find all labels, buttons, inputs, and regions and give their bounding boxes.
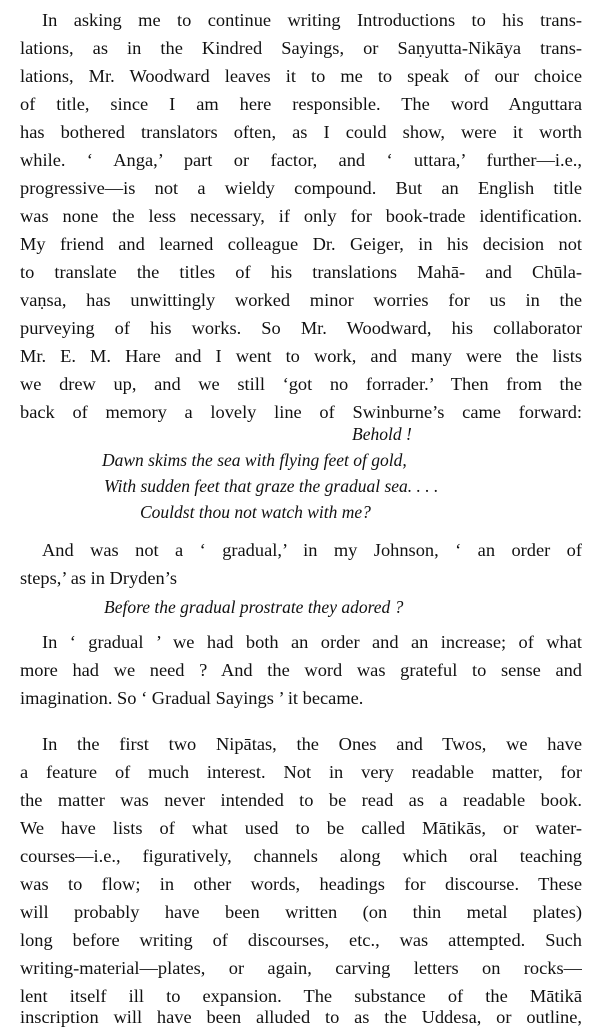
poem-line: Dawn skims the sea with flying feet of gold, — [102, 450, 407, 470]
text-line: the matter was never intended to be read as a readable book. — [20, 790, 582, 810]
poem-line: Couldst thou not watch with me? — [140, 502, 371, 522]
text-line: courses—i.e., figuratively, channels along which oral teaching — [20, 846, 582, 866]
text-line: lations, as in the Kindred Sayings, or Saṇyutta-Nikāya trans- — [20, 38, 582, 58]
text-line: has bothered translators often, as I could show, were it worth — [20, 122, 582, 142]
text-line: In ‘ gradual ’ we had both an order and an increase; of what — [42, 632, 582, 652]
text-line: We have lists of what used to be called Mātikās, or water- — [20, 818, 582, 838]
text-line: back of memory a lovely line of Swinburne’s came forward: — [20, 402, 582, 422]
text-line: was to flow; in other words, headings for discourse. These — [20, 874, 582, 894]
text-line: purveying of his works. So Mr. Woodward, his collaborator — [20, 318, 582, 338]
text-line: lations, Mr. Woodward leaves it to me to speak of our choice — [20, 66, 582, 86]
text-line: will probably have been written (on thin metal plates) — [20, 902, 582, 922]
text-line: progressive—is not a wieldy compound. But an English title — [20, 178, 582, 198]
text-line: long before writing of discourses, etc., was attempted. Such — [20, 930, 582, 950]
poem-line: Behold ! — [352, 424, 412, 444]
text-line: In the first two Nipātas, the Ones and Twos, we have — [42, 734, 582, 754]
text-line: we drew up, and we still ‘got no forrader.’ Then from the — [20, 374, 582, 394]
dryden-quote: Before the gradual prostrate they adored ? — [104, 597, 404, 617]
text-line: of title, since I am here responsible. The word Anguttara — [20, 94, 582, 114]
poem-line: With sudden feet that graze the gradual sea. . . . — [104, 476, 439, 496]
text-line: steps,’ as in Dryden’s — [20, 568, 177, 588]
text-line: And was not a ‘ gradual,’ in my Johnson, ‘ an order of — [42, 540, 582, 560]
text-line: to translate the titles of his translations Mahā- and Chūla- — [20, 262, 582, 282]
text-line: while. ‘ Anga,’ part or factor, and ‘ uttara,’ further—i.e., — [20, 150, 582, 170]
text-line: Mr. E. M. Hare and I went to work, and many were the lists — [20, 346, 582, 366]
text-line: writing-material—plates, or again, carving letters on rocks— — [20, 958, 582, 978]
text-line: a feature of much interest. Not in very readable matter, for — [20, 762, 582, 782]
text-line: lent itself ill to expansion. The substance of the Mātikā — [20, 986, 582, 1006]
text-line: more had we need ? And the word was grateful to sense and — [20, 660, 582, 680]
text-line: was none the less necessary, if only for book-trade identification. — [20, 206, 582, 226]
text-line: My friend and learned colleague Dr. Geiger, in his decision not — [20, 234, 582, 254]
text-line: vaṇsa, has unwittingly worked minor worries for us in the — [20, 290, 582, 310]
text-line: In asking me to continue writing Introductions to his trans- — [42, 10, 582, 30]
text-line: inscription will have been alluded to as the Uddesa, or outline, — [20, 1007, 582, 1027]
text-line: imagination. So ‘ Gradual Sayings ’ it became. — [20, 688, 364, 708]
